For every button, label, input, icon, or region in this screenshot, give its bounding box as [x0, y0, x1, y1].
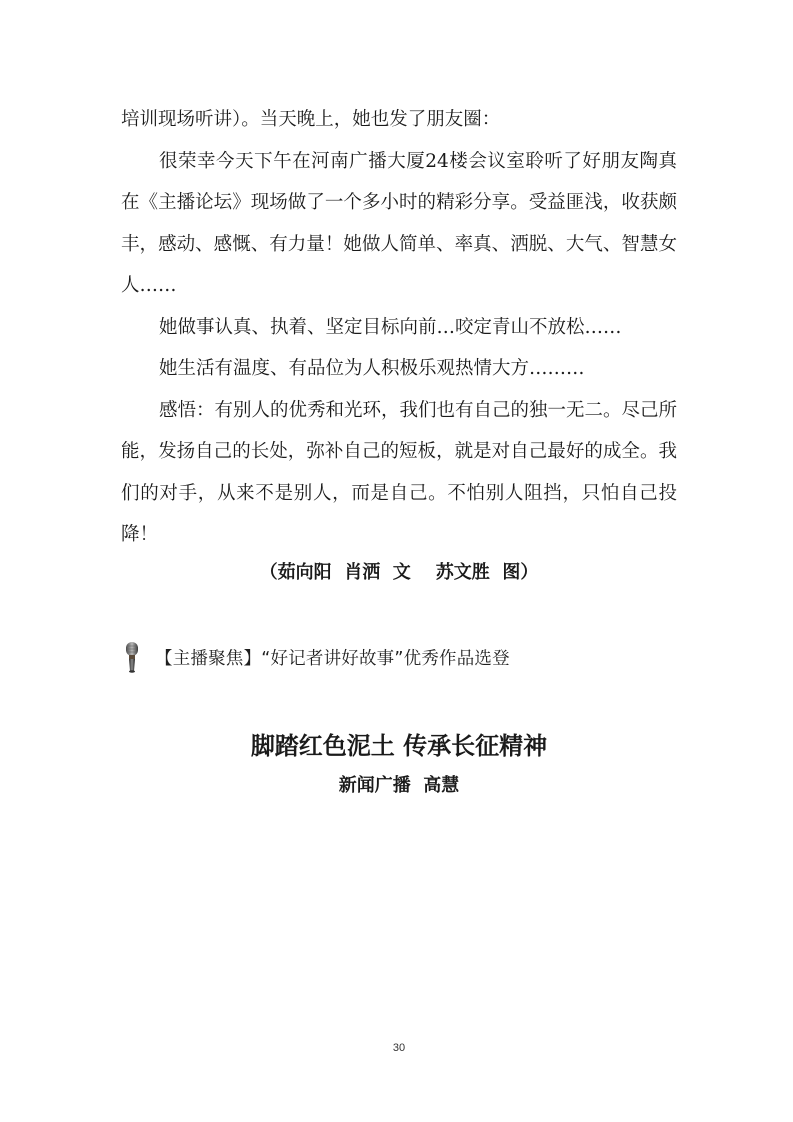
microphone-icon — [121, 640, 143, 674]
paragraph: 培训现场听讲）。当天晚上，她也发了朋友圈： — [121, 109, 501, 130]
column-header — [121, 640, 510, 674]
paragraph: 她生活有温度、有品位为人积极乐观热情大方……… — [159, 358, 585, 379]
paragraph: 感悟：有别人的优秀和光环，我们也有自己的独一无二。尽己所能，发扬自己的长处，弥补自己的短板，就是对自己最好的成全。我们的对手，从来不是别人，而是自己。不怕别人阻挡，只怕自己投降！ — [121, 399, 678, 545]
article-title: 脚踏红色泥土 传承长征精神 — [250, 732, 548, 760]
paragraph: 很荣幸今天下午在河南广播大厦24楼会议室聆听了好朋友陶真在《主播论坛》现场做了一个多小时的精彩分享。受益匪浅，收获颇丰，感动、感慨、有力量！她做人简单、率真、洒脱、大气、智慧女人…… — [121, 150, 677, 296]
column-title: 【主播聚焦】“好记者讲好故事”优秀作品选登 — [155, 648, 510, 669]
author-credit: （茹向阳 肖洒 文 苏文胜 图） — [259, 562, 539, 583]
paragraph: 她做事认真、执着、坚定目标向前…咬定青山不放松…… — [159, 316, 622, 338]
page-number: 30 — [392, 1042, 406, 1054]
article-body — [121, 99, 677, 556]
article-byline: 新闻广播 高慧 — [338, 775, 460, 796]
